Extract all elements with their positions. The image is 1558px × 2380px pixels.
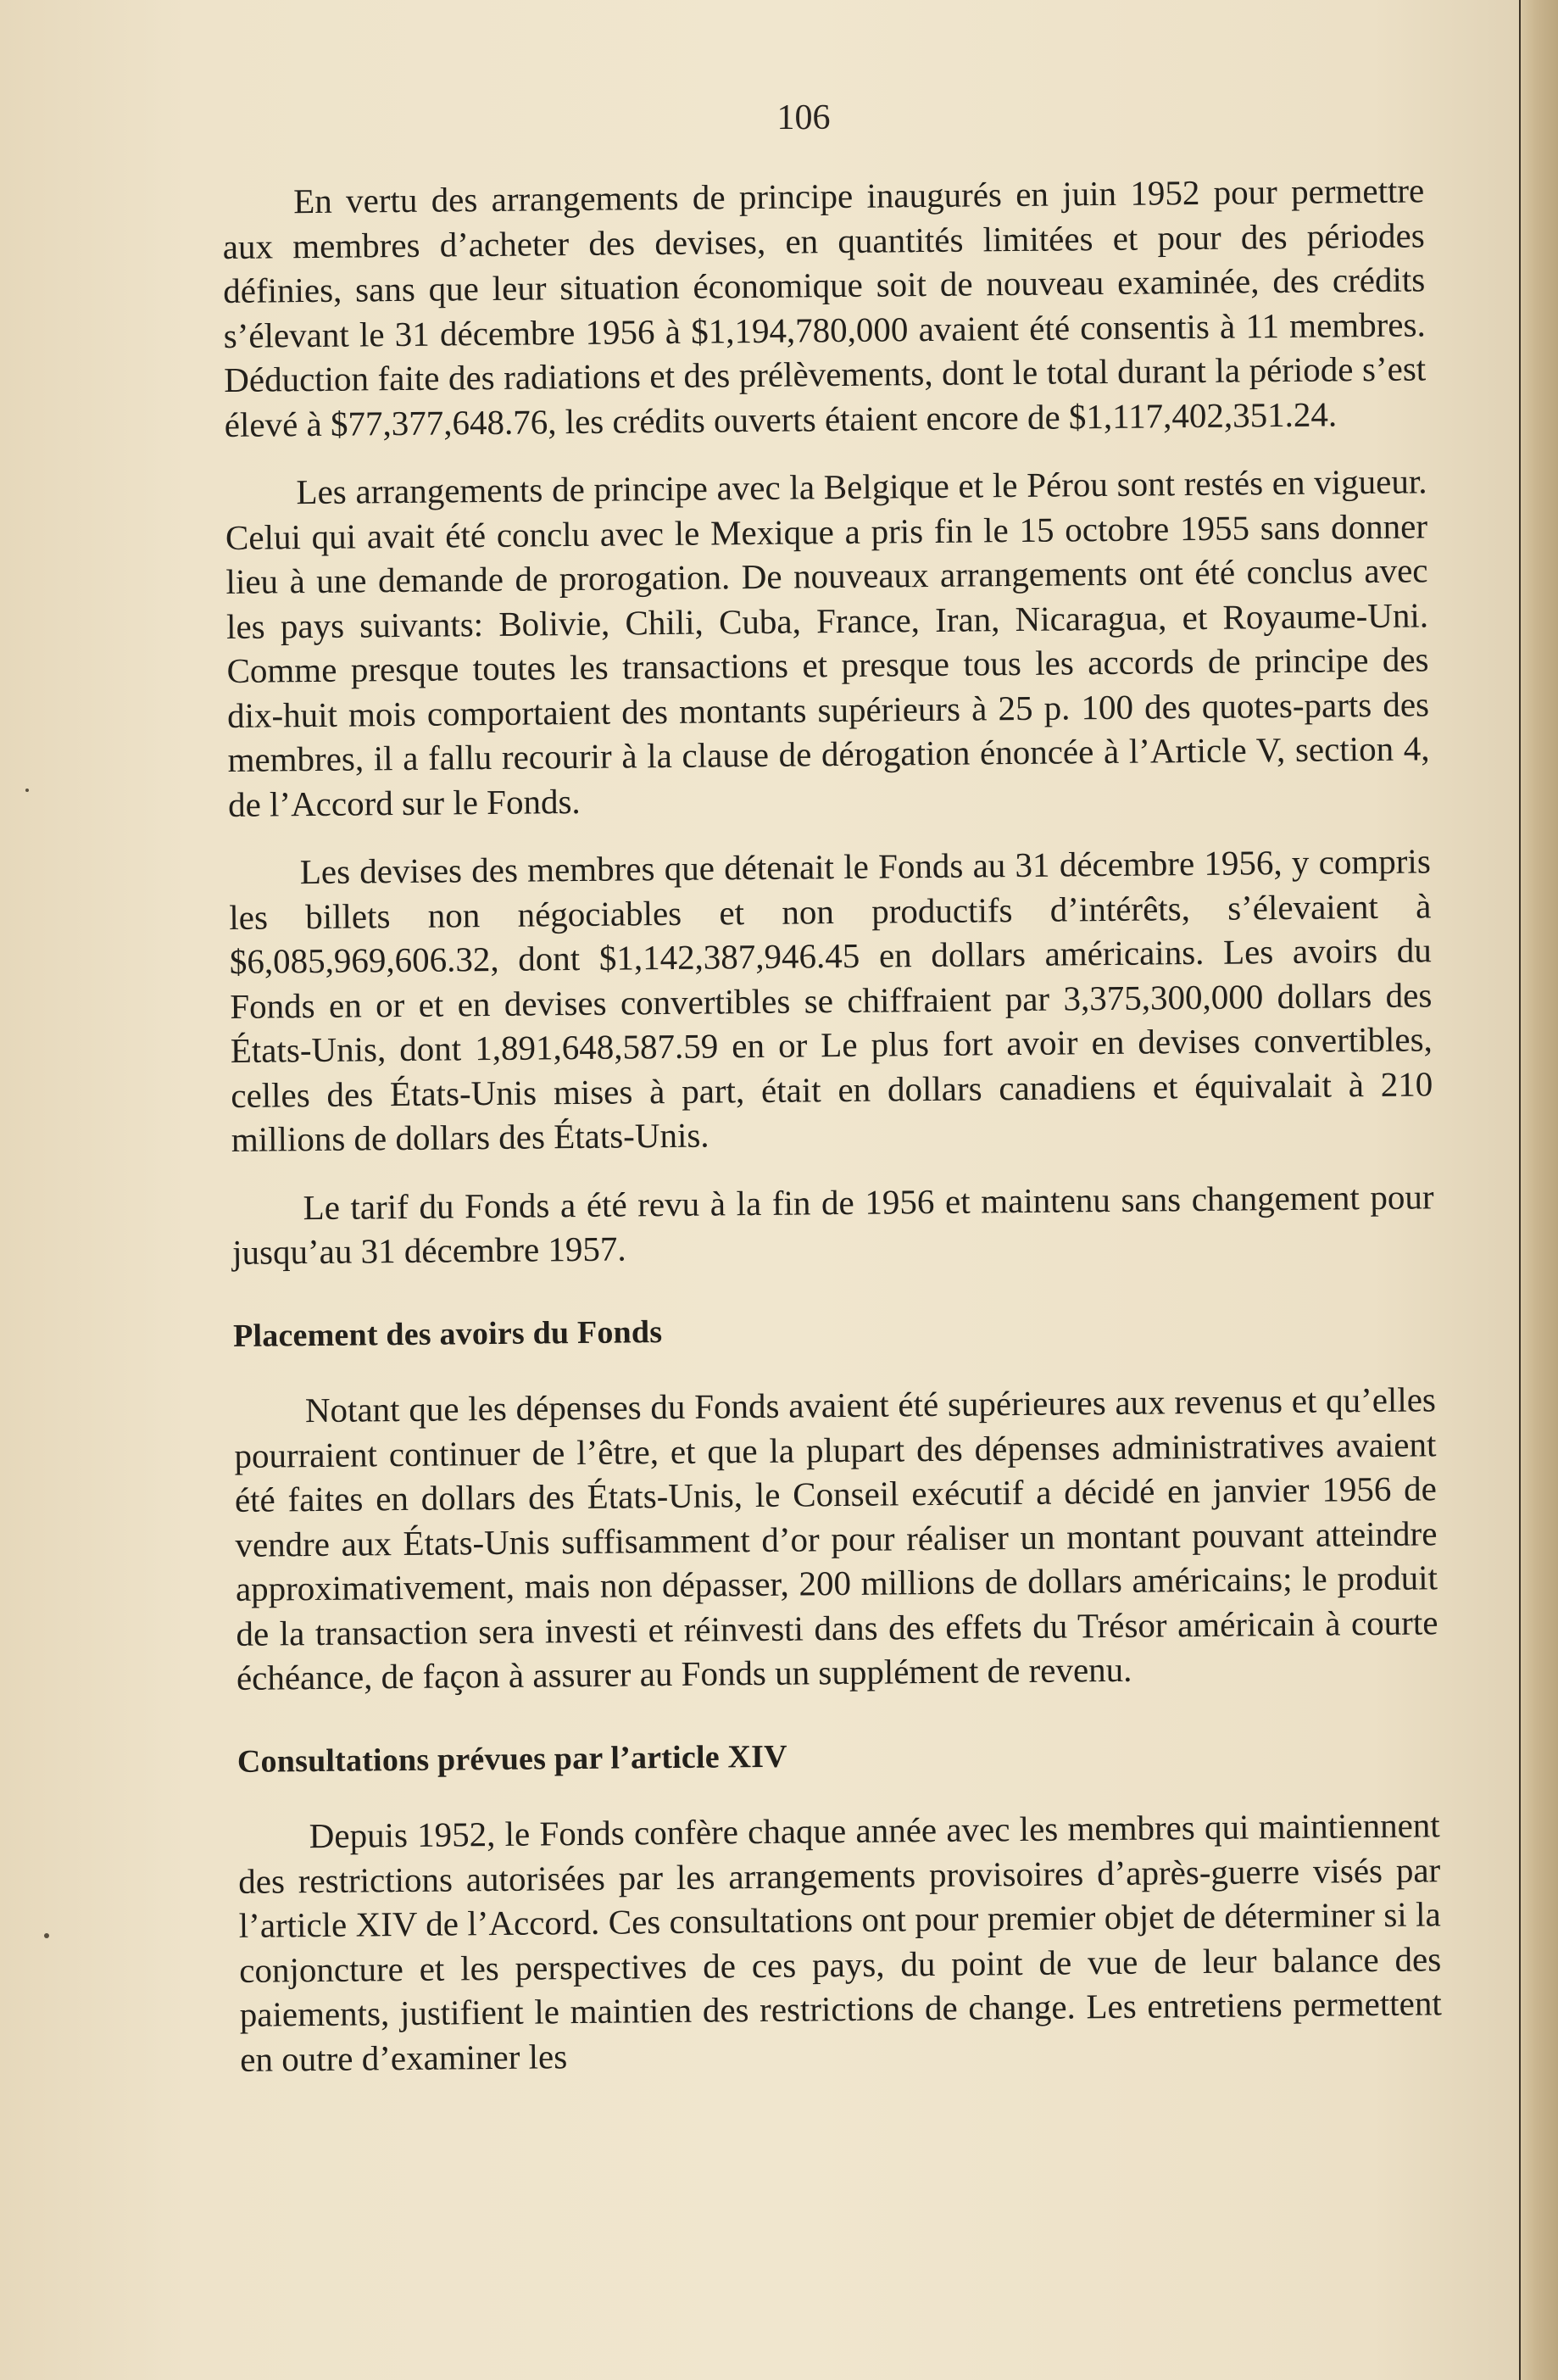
paragraph: Les devises des membres que détenait le Fonds au 31 décembre 1956, y compris les billets non négociables et non productifs d’intérêts, s’élevaient à $6,085,969,606.32, dont $1,142,387,946.45 en dollars américains. Les avoirs du Fonds en or et en devises convertibles se chiffraient par 3,375,300,000 dollars des États-Unis, dont 1,891,648,587.59 en or Le plus fort avoir en devises convertibles, celles des États-Unis mises à part, était en dollars canadiens et équivalait à 210 millions de dollars des États-Unis. — [229, 841, 1433, 1159]
paragraph: En vertu des arrangements de principe inaugurés en juin 1952 pour permettre aux membres d’acheter des devises, en quantités limitées et pour des périodes définies, sans que leur situation économique soit de nouveau examinée, des crédits s’élevant le 31 décembre 1956 à $1,194,780,000 avaient été consentis à 11 membres. Déduction faite des radiations et des prélèvements, dont le total durant la période s’est élevé à $77,377,648.76, les crédits ouverts étaient encore de $1,117,402,351.24. — [222, 170, 1427, 444]
paragraph: Notant que les dépenses du Fonds avaient été supérieures aux revenus et qu’elles pourraient continuer de l’être, et que la plupart des dépenses administratives avaient été faites en dollars des États-Unis, le Conseil exécutif a décidé en janvier 1956 de vendre aux États-Unis suffisamment d’or pour réaliser un montant pouvant atteindre approximativement, mais non dépasser, 200 millions de dollars américains; le produit de la transaction sera investi et réinvesti dans des effets du Trésor américain à courte échéance, de façon à assurer au Fonds un supplément de revenu. — [234, 1380, 1438, 1697]
section-heading: Consultations prévues par l’article XIV — [236, 1738, 787, 1780]
paragraph: Le tarif du Fonds a été revu à la fin de 1956 et maintenu sans changement pour jusqu’au 31 décembre 1957. — [231, 1176, 1434, 1272]
paragraph: Les arrangements de principe avec la Belgique et le Pérou sont restés en vigueur. Celui qui avait été conclu avec le Mexique a pris fin le 15 octobre 1955 sans donner lieu à une demande de prorogation. De nouveaux arrangements ont été conclus avec les pays suivants: Bolivie, Chili, Cuba, France, Iran, Nicaragua, et Royaume-Uni. Comme presque toutes les transactions et presque tous les accords de principe des dix-huit mois comportaient des montants supérieurs à 25 p. 100 des quotes-parts des membres, il a fallu recourir à la clause de dérogation énoncée à l’Article V, section 4, de l’Accord sur le Fonds. — [225, 461, 1430, 824]
paragraph: Depuis 1952, le Fonds confère chaque année avec les membres qui maintiennent des restrictions autorisées par les arrangements provisoires d’après-guerre visés par l’article XIV de l’Accord. Ces consultations ont pour premier objet de déterminer si la conjoncture et les perspectives de ces pays, du point de vue de leur balance des paiements, justifient le maintien des restrictions de change. Les entretiens permettent en outre d’examiner les — [238, 1805, 1442, 2079]
page-number: 106 — [776, 98, 831, 137]
paper-speck — [25, 789, 29, 792]
paper-speck — [44, 1933, 49, 1938]
body-text — [222, 168, 1443, 2105]
section-heading: Placement des avoirs du Fonds — [232, 1313, 663, 1354]
page-binding-edge — [1519, 0, 1558, 2380]
